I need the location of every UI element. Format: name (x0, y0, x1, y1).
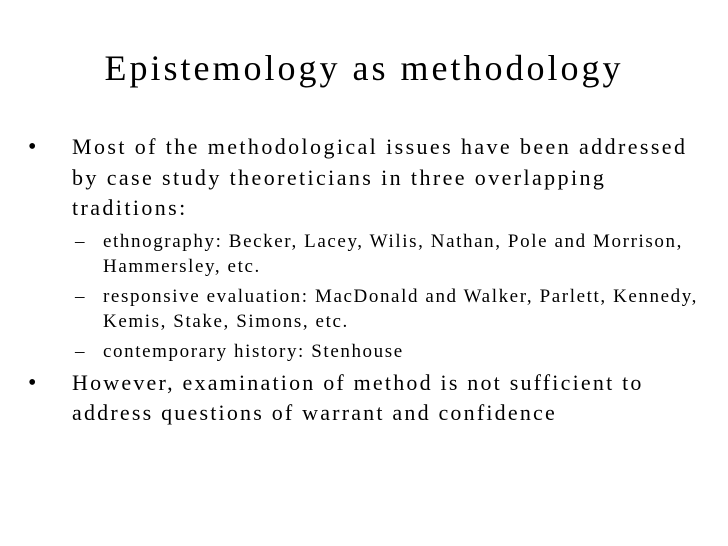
slide-body (28, 132, 704, 429)
bullet-dot-icon: • (28, 369, 39, 396)
sub-bullet-text: ethnography: Becker, Lacey, Wilis, Nathan, Pole and Morrison, Hammersley, etc. (103, 230, 683, 277)
sub-bullet-list (28, 229, 704, 364)
dash-icon: – (75, 230, 87, 252)
dash-icon: – (75, 285, 87, 307)
slide-title: Epistemology as methodology (104, 48, 624, 88)
bullet-text: Most of the methodological issues have been addressed by case study theoreticians in three overlapping traditions: (72, 134, 688, 220)
bullet-item (28, 368, 704, 429)
sub-bullet-item (28, 229, 704, 279)
sub-bullet-item (28, 284, 704, 334)
bullet-dot-icon: • (28, 134, 39, 160)
sub-bullet-item (28, 339, 704, 364)
bullet-text: However, examination of method is not sufficient to address questions of warrant and confidence (72, 369, 644, 425)
sub-bullet-text: responsive evaluation: MacDonald and Walker, Parlett, Kennedy, Kemis, Stake, Simons, etc. (103, 285, 698, 332)
bullet-item (28, 132, 704, 224)
sub-bullet-text: contemporary history: Stenhouse (103, 340, 404, 362)
dash-icon: – (75, 340, 87, 362)
